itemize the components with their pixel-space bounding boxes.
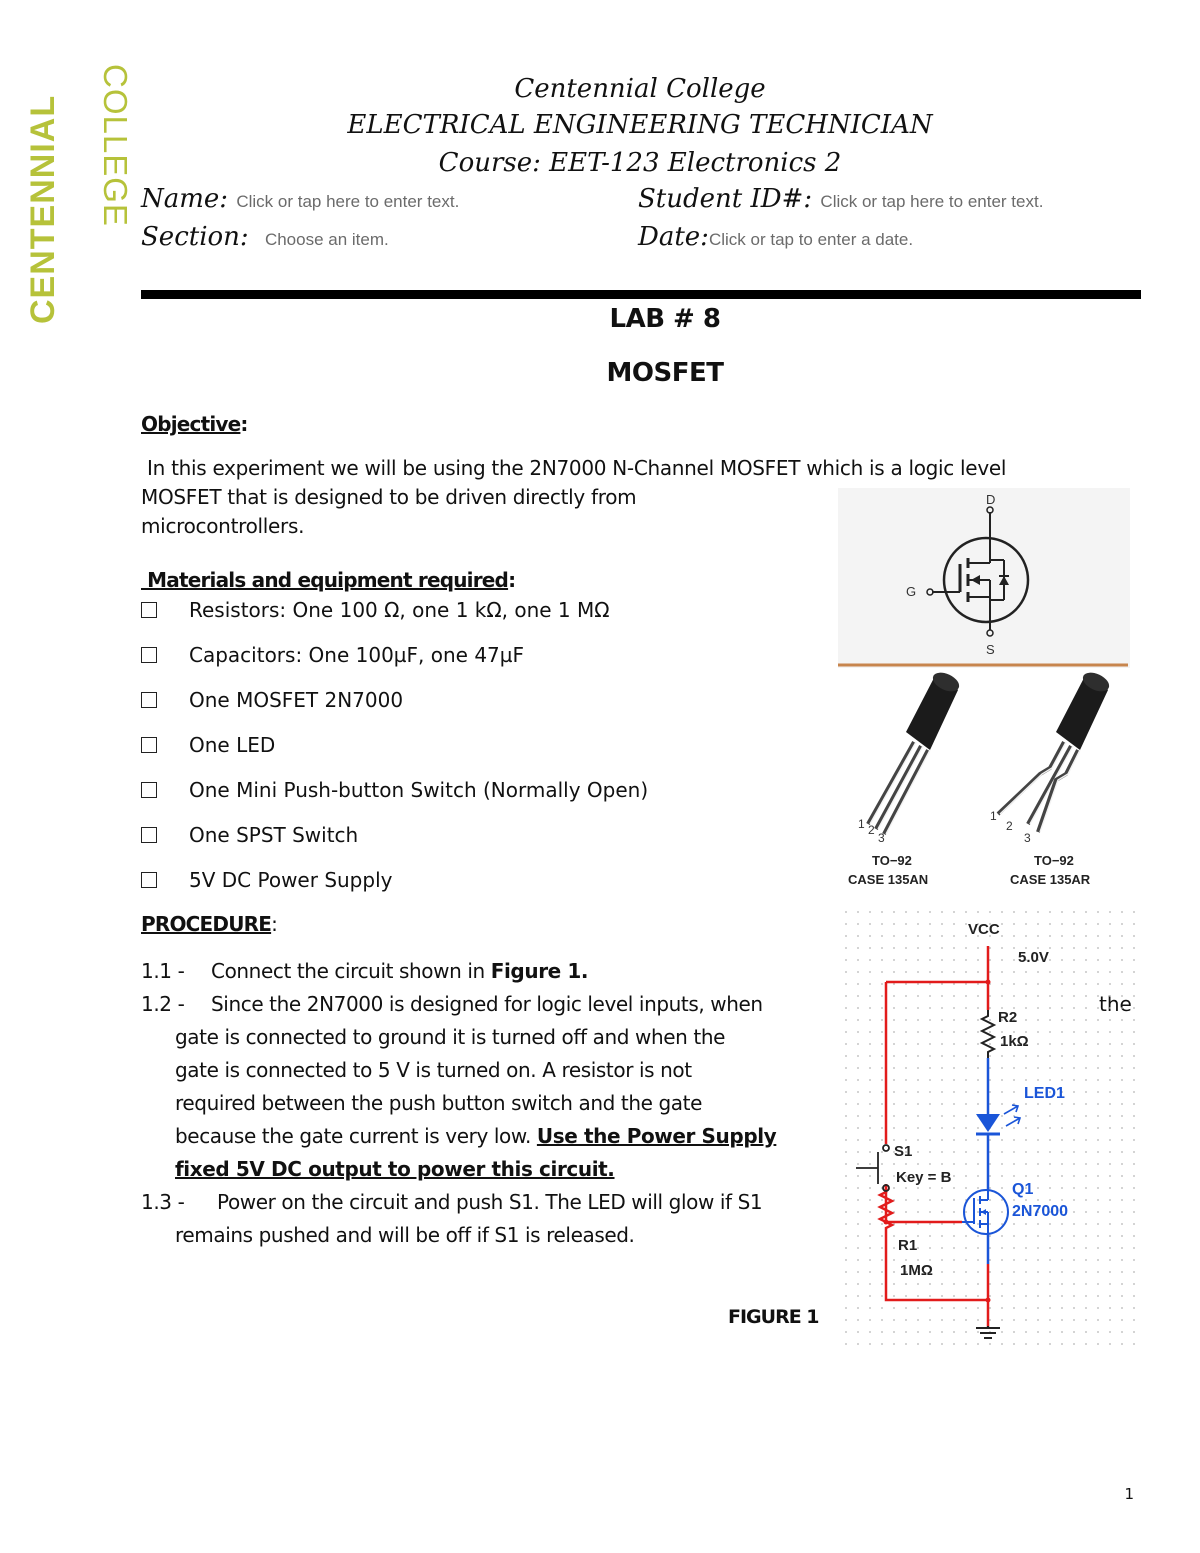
material-label: One LED (189, 733, 276, 757)
step-number: 1.3 - (141, 1190, 185, 1214)
objective-heading (141, 412, 248, 436)
figure-caption: FIGURE 1 (728, 1306, 819, 1328)
to92-package-bent (998, 669, 1112, 832)
figure-reference: Figure 1. (490, 959, 589, 983)
objective-line-2: MOSFET that is designed to be driven directly from (141, 485, 637, 509)
material-label: Resistors: One 100 Ω, one 1 kΩ, one 1 MΩ (189, 598, 610, 622)
step-text: Since the 2N7000 is designed for logic level inputs, when (211, 992, 763, 1016)
list-item (141, 598, 610, 622)
procedure-step-3 (141, 1186, 821, 1252)
material-label: 5V DC Power Supply (189, 868, 393, 892)
list-item (141, 868, 392, 892)
led-name-label: LED1 (1024, 1085, 1065, 1102)
material-label: One MOSFET 2N7000 (189, 688, 404, 712)
name-input[interactable]: Click or tap here to enter text. (236, 192, 460, 211)
mosfet-symbol-diagram (838, 488, 1130, 668)
s1-key-label: Key = B (896, 1169, 952, 1186)
materials-heading (141, 568, 516, 592)
step-number: 1.2 - (141, 992, 185, 1016)
procedure-step-2 (141, 988, 821, 1186)
step-text: gate is connected to ground it is turned off and when the (175, 1025, 725, 1049)
objective-colon: : (240, 412, 249, 436)
r2-value-label: 1kΩ (1000, 1033, 1029, 1050)
checkbox[interactable] (141, 782, 157, 798)
student-id-field (638, 184, 1043, 214)
step-text: Power on the circuit and push S1. The LED will glow if S1 (217, 1190, 763, 1214)
centennial-college-logo (24, 62, 134, 327)
materials-colon: : (508, 568, 517, 592)
pin-label: 2 (1006, 819, 1013, 833)
r1-value-label: 1MΩ (900, 1262, 933, 1279)
step-text: remains pushed and will be off if S1 is released. (175, 1223, 635, 1247)
r2-name-label: R2 (998, 1009, 1018, 1026)
pin-label: 3 (1024, 831, 1031, 845)
institution-name: Centennial College (514, 74, 766, 104)
pin-label: 2 (868, 823, 875, 837)
name-label: Name: (141, 184, 229, 214)
objective-heading-text: Objective (141, 412, 241, 436)
pin-label: 3 (878, 831, 885, 845)
step-emphasis: fixed 5V DC output to power this circuit. (175, 1157, 615, 1181)
step-text: required between the push button switch and the gate (175, 1091, 702, 1115)
pin-label: 1 (858, 817, 865, 831)
right-package-case: CASE 135AR (1010, 872, 1091, 887)
list-item (141, 823, 358, 847)
checkbox[interactable] (141, 827, 157, 843)
list-item (141, 778, 648, 802)
pin-label: 1 (990, 809, 997, 823)
figure-1-circuit-schematic (842, 908, 1142, 1348)
q1-part-label: 2N7000 (1012, 1203, 1069, 1220)
s1-name-label: S1 (894, 1143, 913, 1160)
date-picker[interactable]: Click or tap to enter a date. (708, 230, 914, 249)
objective-line-3: microcontrollers. (141, 514, 305, 538)
gate-label: G (906, 584, 917, 599)
student-id-input[interactable]: Click or tap here to enter text. (820, 192, 1044, 211)
material-label: Capacitors: One 100µF, one 47µF (189, 643, 524, 667)
checkbox[interactable] (141, 692, 157, 708)
step-number: 1.1 - (141, 959, 185, 983)
step-emphasis: Use the Power Supply (536, 1124, 777, 1148)
name-field (141, 184, 459, 214)
procedure-colon: : (271, 912, 278, 936)
q1-name-label: Q1 (1012, 1181, 1034, 1198)
checkbox[interactable] (141, 602, 157, 618)
materials-heading-text: Materials and equipment required (141, 568, 509, 592)
section-dropdown[interactable]: Choose an item. (264, 230, 389, 249)
source-label: S (986, 642, 995, 657)
lab-number: LAB # 8 (609, 304, 721, 334)
logo-college-text: COLLEGE (97, 64, 134, 227)
section-field (141, 222, 389, 252)
student-id-label: Student ID#: (638, 184, 813, 214)
drain-label: D (986, 492, 996, 507)
date-field (638, 222, 913, 252)
list-item (141, 733, 275, 757)
lab-topic: MOSFET (606, 358, 724, 388)
to92-package-diagram (838, 664, 1130, 894)
logo-centennial-text: CENTENNIAL (24, 94, 62, 324)
left-package-case: CASE 135AN (848, 872, 929, 887)
checkbox[interactable] (141, 737, 157, 753)
checkbox[interactable] (141, 647, 157, 663)
course-name: Course: EET-123 Electronics 2 (438, 148, 842, 178)
step-text: Connect the circuit shown in (211, 959, 491, 983)
vcc-label: VCC (968, 921, 1000, 938)
r1-name-label: R1 (898, 1237, 918, 1254)
objective-line-1: In this experiment we will be using the 2N7000 N-Channel MOSFET which is a logic level (141, 456, 1007, 480)
step-text: gate is connected to 5 V is turned on. A resistor is not (175, 1058, 692, 1082)
header-divider (141, 290, 1141, 299)
list-item (141, 688, 403, 712)
procedure-step-1 (141, 955, 821, 988)
left-package-name: TO−92 (872, 853, 912, 868)
date-label: Date: (638, 222, 709, 252)
to92-package-straight (868, 669, 962, 834)
vcc-value-label: 5.0V (1018, 949, 1049, 966)
checkbox[interactable] (141, 872, 157, 888)
program-name: ELECTRICAL ENGINEERING TECHNICIAN (347, 110, 933, 140)
procedure-heading-text: PROCEDURE (141, 912, 272, 936)
section-label: Section: (141, 222, 249, 252)
page-number: 1 (1124, 1485, 1134, 1503)
list-item (141, 643, 524, 667)
material-label: One SPST Switch (189, 823, 359, 847)
step-text: because the gate current is very low. (175, 1124, 531, 1148)
procedure-heading (141, 912, 278, 936)
material-label: One Mini Push-button Switch (Normally Open) (189, 778, 649, 802)
right-package-name: TO−92 (1034, 853, 1074, 868)
